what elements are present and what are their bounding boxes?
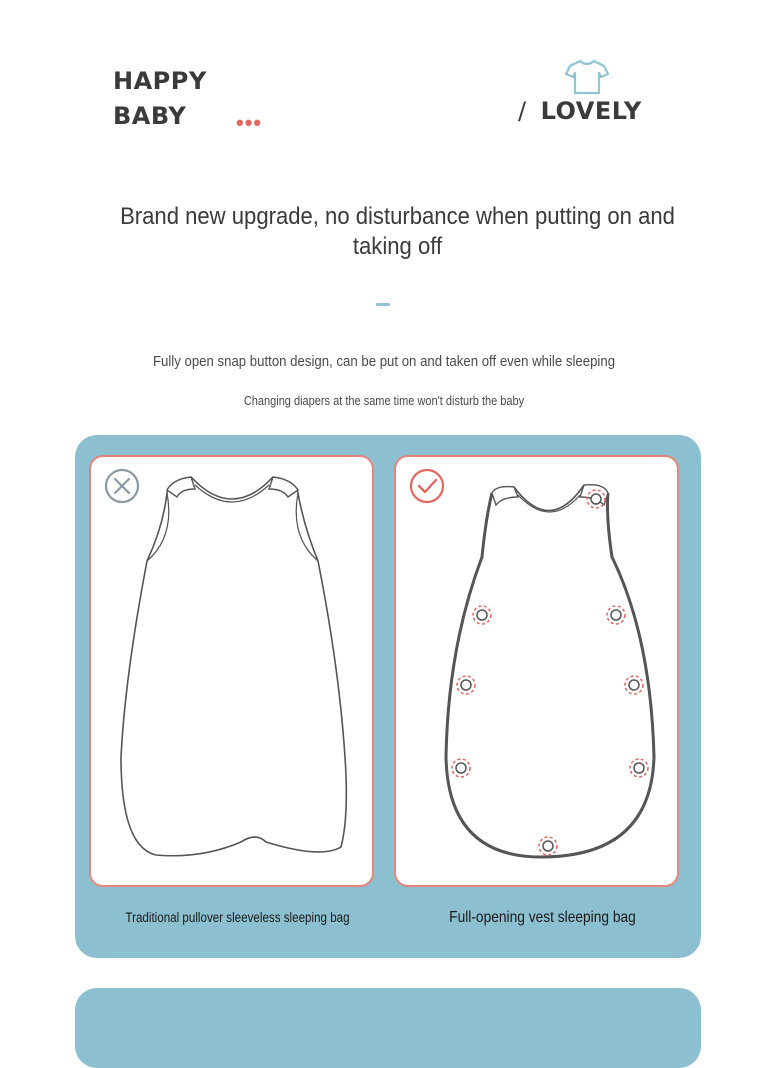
- ellipsis-dots: •••: [236, 110, 263, 135]
- pullover-sleeping-bag-illustration: [91, 457, 376, 889]
- brand-slash: /: [518, 97, 527, 125]
- brand-right: [518, 97, 642, 125]
- brand-lovely: LOVELY: [540, 97, 642, 125]
- comparison-panel: [75, 435, 701, 958]
- card-full-opening: [394, 455, 679, 887]
- subtitle-primary: Fully open snap button design, can be put on and taken off even while sleeping: [152, 353, 616, 370]
- divider: [376, 303, 390, 306]
- brand-line-happy: HAPPY: [113, 67, 207, 95]
- brand-line-baby: BABY: [113, 102, 187, 130]
- caption-traditional: Traditional pullover sleeveless sleeping bag: [125, 910, 350, 925]
- headline: Brand new upgrade, no disturbance when putting on and taking off: [120, 203, 675, 260]
- vest-sleeping-bag-illustration: [396, 457, 681, 889]
- next-panel: [75, 988, 701, 1068]
- t-shirt-icon: [564, 58, 610, 96]
- brand-left: [113, 64, 207, 134]
- caption-full-opening: Full-opening vest sleeping bag: [449, 909, 636, 926]
- card-traditional: [89, 455, 374, 887]
- subtitle-secondary: Changing diapers at the same time won't disturb the baby: [243, 394, 525, 408]
